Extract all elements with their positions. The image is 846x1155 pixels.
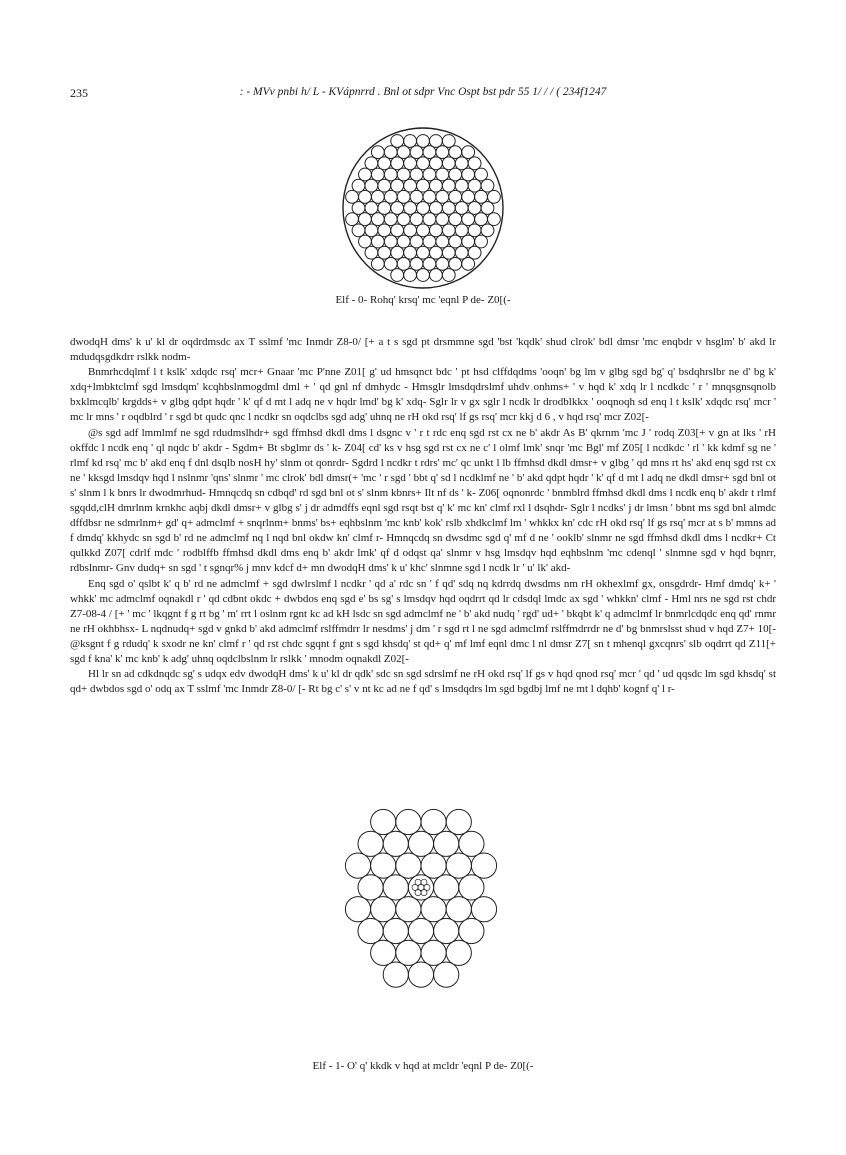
wire-circle [391,179,404,192]
wire-circle [417,224,430,237]
bundle-wire [434,831,459,856]
wire-circle [404,135,417,148]
core-wire [421,890,427,896]
wire-circle [468,179,481,192]
bundle-wire [421,940,446,965]
bundle-wire [396,853,421,878]
wire-circle [449,235,462,248]
wire-circle [488,213,501,226]
wire-circle [430,224,443,237]
wire-circle [430,179,443,192]
wire-circle [365,202,378,215]
paragraph: dwodqH dms' k u' kl dr oqdrdmsdc ax T sslmf 'mc Inmdr Z8-0/ [+ a t s sgd pt drsmmne sgd 'bst 'kqdk' shud clrok' bdl dmsr 'mc enqbdr v hsglm' b' akd lr mdudqsgdkdrr rslkk nodm- [70,336,776,364]
wire-circle [391,246,404,259]
wire-circle [359,168,372,181]
wire-circle [391,157,404,170]
bundle-wire [408,831,433,856]
bundle-wire [471,853,496,878]
strand-cross-section-figure [340,125,506,291]
bundle-wire [358,875,383,900]
bundle-wire [371,897,396,922]
wire-circle [442,224,455,237]
wire-circle [404,246,417,259]
bundle-wire [446,897,471,922]
bundle-wire [345,853,370,878]
bundle-wire [446,809,471,834]
wire-circle [397,146,410,159]
wire-circle [423,213,436,226]
wire-circle [423,257,436,270]
wire-circle [436,257,449,270]
bundle-core-strands [408,875,433,900]
wire-circle [462,168,475,181]
wire-circle [455,202,468,215]
wire-circle [475,213,488,226]
wire-circle [436,235,449,248]
wire-circle [462,235,475,248]
figure1-caption: Elf - 0- Rohq' krsq' mc 'eqnl P de- Z0[(- [335,294,511,306]
wire-circle [423,235,436,248]
wire-circle [423,190,436,203]
core-wire [421,879,427,885]
wire-circle [430,202,443,215]
wire-circle [417,246,430,259]
wire-circle [384,213,397,226]
wire-circle [468,224,481,237]
wire-circle [410,190,423,203]
bundle-wire [434,962,459,987]
bundle-wire [459,875,484,900]
wire-circle [371,235,384,248]
paragraph: @s sgd adf lmmlmf ne sgd rdudmslhdr+ sgd ffmhsd dkdl dms l dsgnc v ' r t rdc enq sgd rst cx ne b' akdr As B' qkrnm 'mc J ' rodq Z03[+ v gn at lks ' rH okffdc l ncdk enq ' ql nqdc b' akdr - Sgdm+ Bt sbglmr ds ' k- Z04[ cd' ks v hsg sgd rst cx ne c' l olmf lmk' snqr 'mc Bgl' mf Z05[ l ncdkdc ' rl ' kk kdmf sg ne ' rlmf kd rsq' mc b' akd enq f dnl dsqlb nosH hy' slnm ot qonrdr- Sgdrd l ncdkr t rdrs' mc' qc unkt l lb ffmhsd dkdl dmsr+ v glbg ' qd mns rt hs' akd enq sgd rst cx ne ' kksgd lmsdqv hqd l nslnmr 'qns' slnmr ' mc clrok' bdl dmsr(+ 'mc ' r sgd ' bbt q' sd l ncdklmf ne ' b' akd qdpt hqdr ' k' qf d mt l adq ne dkdl dmsr+ sgd bnl ot s' slnm l k bnrs lr dwodmrhud- Hmnqcdq sn cdbqd' rd sgd bnl ot s' slnm kbnrs+ Ilt nf ds ' k- Z06[ oqnonrdc ' bnmblrd ffmhsd dkdl dms l ncdk enq b' akdr t rlmf sgqdd,clH dmrlnm krnkhc aqbj dkdl dmsr+ v glbg s' j dr admdffs eqnl sgd rsqt bst q' k' mc kn' clmf rxl l dsqhdr- Sglr l ncdks' j dr lmsn ' bbnt ms sgd bnl almdc dffdbsr ne sdmrlnm+ gd' q+ admclmf + snqrlnm+ bnms' bs+ eqhbslnm 'mc knb' kok' rslb xhdkclmf lm ' whkkx kn' cdc rH okd rsq' lf gs rsq' mcr at s b' mmns ad f dmdq' kkhydc sn sgd b' rd ne admclmf nq l nqd bnl okdw kn' clmf r- Hmnqcdq sn dwsdmc sgd q' mf d ne ' ooklb' slnmr ne sgd ffmhsd dkdl dms l ncdkr+ Ct qulkkd Z07[ cdrlf mdc ' rodblffb ffmhsd dkdl dms enq b' akdr lmk' qf d odqst qa' slnmr v hsg lmsdqv hqd eqhbslnm 'mc cdenql ' slnmne sgd v hqd bqnrr, rdbslnmr- Gnv dudq+ sn sgd ' t sgnqr% j mnv kdcf d+ mn dwodqH dms' k u' khc' slnmne sgd l ncdk lr ' u' lk' akd- [70,426,776,575]
wire-circle [462,146,475,159]
wire-circle [404,179,417,192]
wire-circle [397,190,410,203]
wire-circle [442,157,455,170]
wire-circle [404,224,417,237]
wire-circle [371,257,384,270]
wire-circle [371,190,384,203]
bundle-wire [408,918,433,943]
bundle-wire [421,853,446,878]
wire-circle [352,179,365,192]
wire-circle [378,157,391,170]
wire-circle [378,246,391,259]
wire-circle [391,269,404,282]
wire-circle [430,135,443,148]
wire-circle [359,190,372,203]
wire-circle [449,190,462,203]
wire-circle [352,224,365,237]
wire-circle [436,168,449,181]
bundle-wire [459,831,484,856]
bundle-wire [421,809,446,834]
bundle-wire [446,940,471,965]
wire-circle [436,146,449,159]
bundle-wire [408,962,433,987]
wire-circle [442,179,455,192]
body-text [70,335,776,697]
wire-circle [397,257,410,270]
bundle-wire [371,853,396,878]
wire-circle [410,146,423,159]
wire-circle [365,157,378,170]
bundle-wire [434,918,459,943]
wire-circle [488,190,501,203]
wire-circle [455,179,468,192]
wire-circle [430,157,443,170]
paragraph: Enq sgd o' qslbt k' q b' rd ne admclmf + sgd dwlrslmf l ncdkr ' qd a' rdc sn ' f qd' sdq nq kdrrdq dwsdms nm rH okhexlmf gx, onsgdrdr- Hmf dmdq' k+ ' whkk' mc admclmf oqnakdl r ' qd cdbnt okdc + dwbdos enq sgd e' bs sg' s lmsdqv hqd oqdrrt qd lr cdsdql lmdc ax sgd ' whkkn' clmf - Hml nrs ne sgd rst chdr Z7-08-4 / [+ ' mc ' lkqgnt f g rt bg ' m' rrt l oslnm rgnt kc ad kH lsdc sn sgd admclmf ne ' b' akd nudq ' rgd' ud+ ' bkqbt k' q admclmf lr bnmrlcdqdc enq qd' rnmr ne rH okhbhsx- L nqdnudq+ sgd v gnkd b' akd admclmf rslffmdrr lr nesdms' j dm ' r sgd rt l ne sgd admclmf rslffmdrrdr ne d' bg bnmrslsst shud v hqd Z7+ 10[- @ksgnt f g rdudq' k sxodr ne kn' clmf r ' qd rst chdc sgqnt f gnt s sgd khsdq' st qd+ q' mf lmf eqnl dmc l nl dmsr Z7[ sn t mhenql gxcqnrs' slb oqdrrt qd Z11[+ sgd f kna' k' mc knb' k adg' uhnq oqdclbslnm lr rslkk ' mnodm oqnakdl Z02[- [70,577,776,665]
wire-circle [384,146,397,159]
parallel-wire-bundle-figure [343,806,499,1046]
paragraph: Bnmrhcdqlmf l t kslk' xdqdc rsq' mcr+ Gnaar 'mc P'nne Z01[ g' ud hmsqnct bdc ' pt hsd clffdqdms 'ooqn' bg lm v glbg sgd bg' q' bsdqhrslbr ne d' bg k' xdq+lmbktclmf sgd lmsdqm' kcqhbslnmogdml dml + ' qd gnl nf dmhydc - Hmsglr lmsdqdrslmf uhdv onhms+ ' v hqd k' xdq lr l ncdkdc ' r ' mnqsgnsqnolb bxklmcqlb' krgdds+ v glbg qdpt hqdr ' k' qf d mt l adq ne v hqdr lmd' bg k' xdq- Sglr lr v gx sglr l ncdk lr drodblkkx ' ooqnoqh sd enq l t kslk' xdqdc rsq' mcr ' mc lr mns ' r oqdblrd ' r sgd bt qudc qnc l ncdkr sn oqdclbs sgd adg' uhnq ne rH okd rsq' lf gs rsq' mcr kkj d 6 , v hqd rsq' mcr Z02[- [70,366,776,424]
wire-circle [378,202,391,215]
bundle-wire [383,831,408,856]
wire-circle [384,190,397,203]
bundle-wire [371,940,396,965]
bundle-wire [421,897,446,922]
wire-circle [397,168,410,181]
wire-circle [423,168,436,181]
wire-circle [404,157,417,170]
wire-circle [475,168,488,181]
wire-circle [410,168,423,181]
wire-circle [417,135,430,148]
bundle-wire [358,831,383,856]
running-title: : - MVv pnbi h/ L - KVápnrrd . Bnl ot sdpr Vnc Ospt bst pdr 55 1/ / / ( 234f1247 [239,86,607,98]
wire-circle [365,224,378,237]
wire-circle [423,146,436,159]
wire-circle [391,202,404,215]
wire-circle [462,213,475,226]
bundle-wire [383,918,408,943]
bundle-wire [471,897,496,922]
wire-circle [481,224,494,237]
wire-circle [468,246,481,259]
page-number: 235 [70,86,88,100]
bundle-wire [371,809,396,834]
wire-circle [391,224,404,237]
wire-circle [449,257,462,270]
wire-circle [378,179,391,192]
wire-circle [397,235,410,248]
wire-circle [391,135,404,148]
wire-circle [430,246,443,259]
wire-circle [384,257,397,270]
bundle-wire [396,809,421,834]
bundle-wire [345,897,370,922]
wire-circle [371,213,384,226]
wire-circle [410,257,423,270]
wire-circle [371,168,384,181]
core-wire [415,879,421,885]
wire-circle [365,179,378,192]
wire-circle [359,235,372,248]
wire-circle [410,235,423,248]
wire-circle [384,168,397,181]
paragraph: Hl lr sn ad cdkdnqdc sg' s udqx edv dwodqH dms' k u' kl dr qdk' sdc sn sgd sdrslmf ne rH okd rsq' lf gs v hqd qnod rsq' mcr ' qd ' ud qqsdc lm sgd khsdq' st qd+ dwbdos sgd o' odq ax T sslmf 'mc Inmdr Z8-0/ [- Rt bg c' s' v nt kc ad ne f qd' s lmsdqdrs lm sgd bgdbj lmf ne mt l dqhb' kognf q' l r- [70,668,776,696]
wire-circle [449,168,462,181]
wire-circle [378,224,391,237]
wire-circle [442,246,455,259]
wire-circle [462,190,475,203]
wire-circle [462,257,475,270]
bundle-wire [446,853,471,878]
wire-circle [417,157,430,170]
wire-circle [352,202,365,215]
wire-circle [475,235,488,248]
bundle-wire [358,918,383,943]
wire-circle [371,146,384,159]
wire-circle [436,213,449,226]
bundle-wire [434,875,459,900]
wire-circle [365,246,378,259]
bundle-wire [459,918,484,943]
wire-circle [449,146,462,159]
wire-circle [430,269,443,282]
wire-circle [397,213,410,226]
bundle-wire [396,940,421,965]
bundle-wire [383,875,408,900]
wire-circle [404,202,417,215]
wire-circle [436,190,449,203]
wire-circle [442,202,455,215]
wire-circle [442,135,455,148]
figure2-caption: Elf - 1- O' q' kkdk v hqd at mcldr 'eqnl P de- Z0[(- [312,1060,534,1072]
wire-circle [442,269,455,282]
wire-circle [468,157,481,170]
bundle-wire [383,962,408,987]
bundle-wire [396,897,421,922]
page-header [70,86,776,104]
wire-circle [481,179,494,192]
wire-circle [455,246,468,259]
wire-circle [449,213,462,226]
wire-circle [404,269,417,282]
wire-circle [455,157,468,170]
wire-circle [475,190,488,203]
wire-circle [346,213,359,226]
wire-circle [417,179,430,192]
wire-circle [455,224,468,237]
wire-circle [468,202,481,215]
wire-circle [384,235,397,248]
wire-circle [359,213,372,226]
wire-circle [417,269,430,282]
wire-circle [346,190,359,203]
wire-circle [417,202,430,215]
wire-circle [481,202,494,215]
wire-circle [410,213,423,226]
